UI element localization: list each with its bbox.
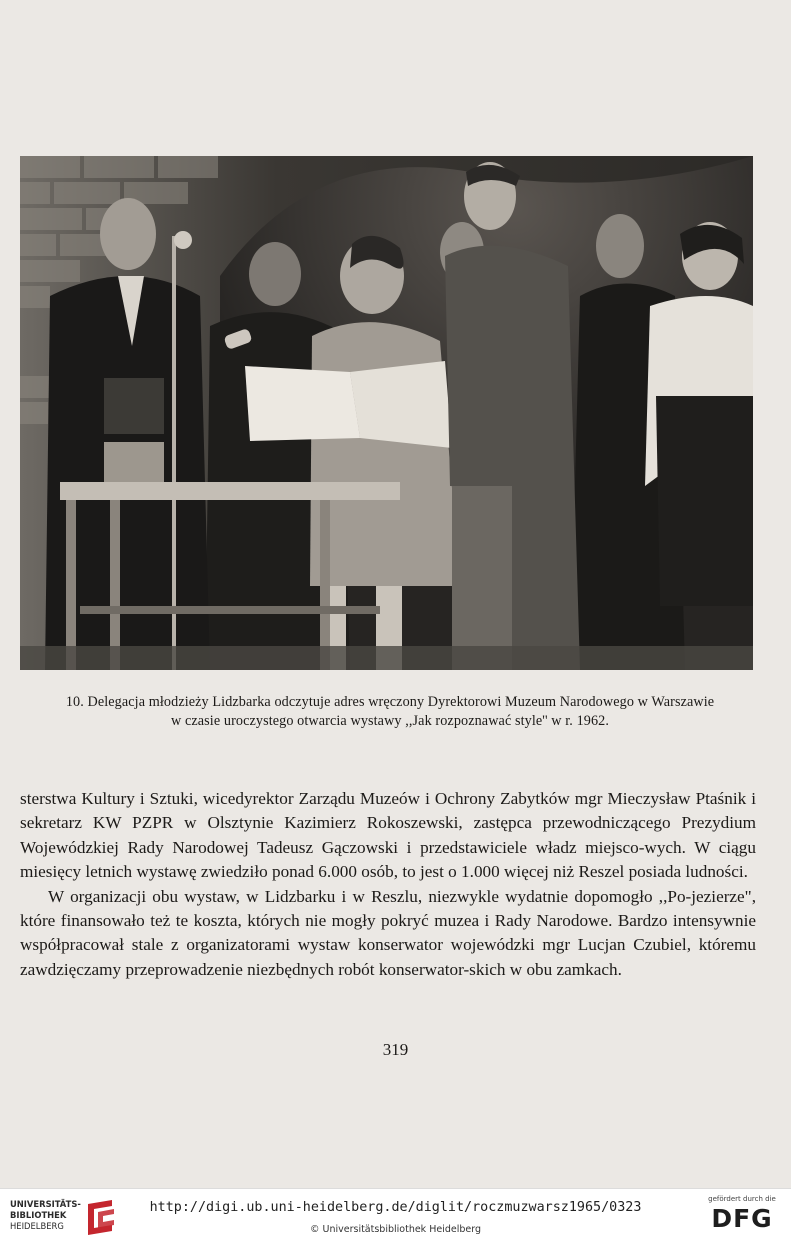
caption-line-1: 10. Delegacja młodzieży Lidzbarka odczytuje adres wręczony Dyrektorowi Muzeum Narodowego w Warszawie bbox=[65, 694, 715, 710]
library-name-line-3: HEIDELBERG bbox=[10, 1221, 64, 1231]
photograph-image bbox=[20, 156, 753, 670]
body-paragraph-2: W organizacji obu wystaw, w Lidzbarku i w Reszlu, niezwykle wydatnie dopomogło ,,Po-jezierze", które finansowało też te koszta, których nie mogły pokryć muzea i Rady Narodowe. Bardzo intensywnie współpracował stale z organizatorami wystaw konserwator wojewódzki mgr Lucjan Czubiel, któremu zawdzięczamy przeprowadzenie niezbędnych robót konserwator-skich w obu zamkach. bbox=[20, 886, 756, 979]
body-paragraph-1: sterstwa Kultury i Sztuki, wicedyrektor Zarządu Muzeów i Ochrony Zabytków mgr Mieczysław Ptaśnik i sekretarz KW PZPR w Olsztynie Kazimierz Rokoszewski, zastępca przewodniczącego Prezydium Wojewódzkiej Rady Narodowej Tadeusz Gączowski i przedstawiciele władz miejsco-wych. W ciągu miesięcy letnich wystawę zwiedziło ponad 6.000 osób, to jest o 1.000 więcej niż Reszel posiada ludności. bbox=[20, 789, 756, 882]
funded-by-label: gefördert durch die bbox=[708, 1195, 776, 1203]
digitization-footer bbox=[0, 1188, 791, 1245]
library-name-line-2: BIBLIOTHEK bbox=[10, 1210, 67, 1220]
body-text bbox=[20, 787, 756, 982]
page-number: 319 bbox=[382, 1040, 409, 1059]
library-name-line-1: UNIVERSITÄTS- bbox=[10, 1199, 81, 1209]
source-url-link[interactable]: http://digi.ub.uni-heidelberg.de/diglit/roczmuzwarsz1965/0323 bbox=[149, 1200, 642, 1215]
historical-photograph bbox=[20, 156, 753, 670]
figure-caption bbox=[20, 693, 760, 731]
dfg-wordmark: DFG bbox=[711, 1204, 773, 1233]
copyright-notice: © Universitätsbibliothek Heidelberg bbox=[309, 1224, 481, 1235]
caption-line-2: w czasie uroczystego otwarcia wystawy ,,Jak rozpoznawać style'' w r. 1962. bbox=[171, 713, 609, 729]
dfg-logo bbox=[702, 1195, 782, 1239]
